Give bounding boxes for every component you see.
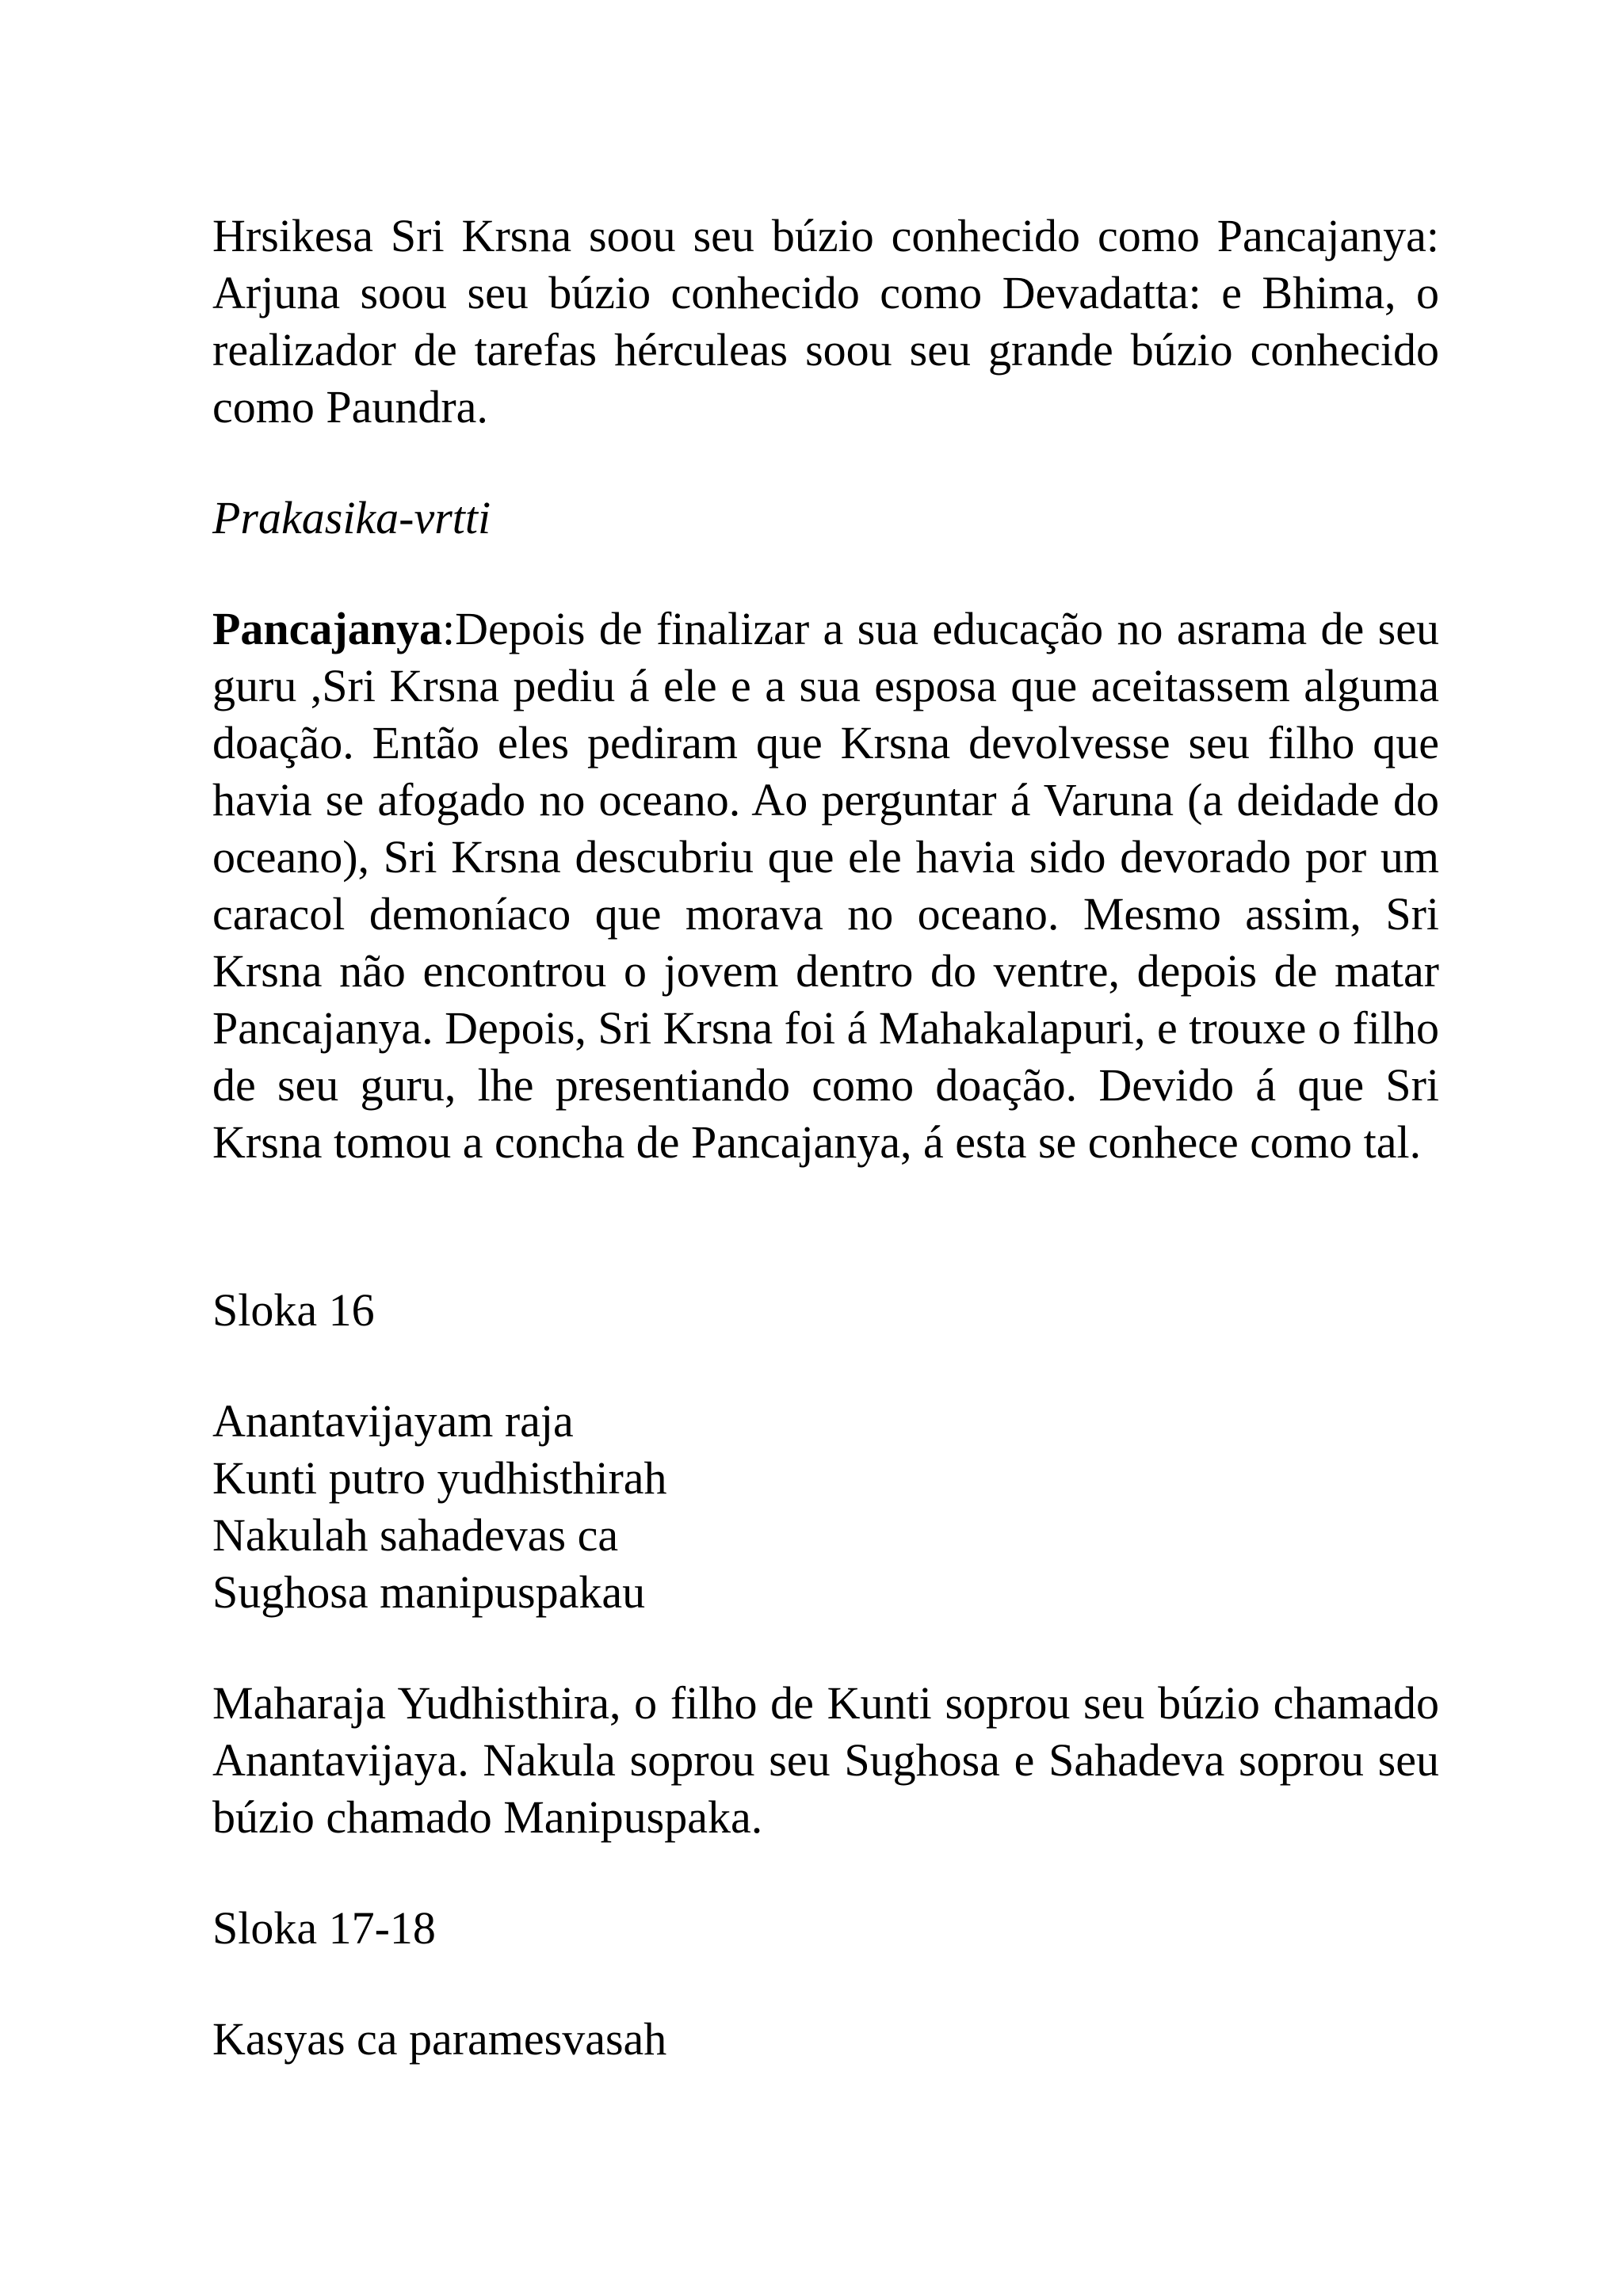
sloka-16-heading: Sloka 16 bbox=[212, 1284, 375, 1336]
verse-line: Sughosa manipuspakau bbox=[212, 1566, 646, 1618]
sloka-17-18-verse bbox=[212, 2011, 1439, 2068]
commentary-text: :Depois de finalizar a sua educação no asrama de seu guru ,Sri Krsna pediu á ele e a sua esposa que aceitassem alguma doação. Então eles pediram que Krsna devolvesse seu filho que havia se afogado no oceano. Ao perguntar á Varuna (a deidade do oceano), Sri Krsna descubriu que ele havia sido devorado por um caracol demoníaco que morava no oceano. Mesmo assim, Sri Krsna não encontrou o jovem dentro do ventre, depois de matar Pancajanya. Depois, Sri Krsna foi á Mahakalapuri, e trouxe o filho de seu guru, lhe presentiando como doação. Devido á que Sri Krsna tomou a concha de Pancajanya, á esta se conhece como tal. bbox=[212, 603, 1439, 1168]
commentary-term: Pancajanya bbox=[212, 603, 442, 654]
verse-line: Kasyas ca paramesvasah bbox=[212, 2013, 667, 2065]
section-title-prakasika-vrtti: Prakasika-vrtti bbox=[212, 492, 491, 543]
paragraph-translation-15: Hrsikesa Sri Krsna soou seu búzio conhecido como Pancajanya: Arjuna soou seu búzio conhecido como Devadatta: e Bhima, o realizador de tarefas hérculeas soou seu grande búzio conhecido como Paundra. bbox=[212, 210, 1439, 433]
verse-line: Anantavijayam raja bbox=[212, 1395, 574, 1447]
verse-line: Kunti putro yudhisthirah bbox=[212, 1452, 667, 1504]
document-page bbox=[212, 208, 1439, 2068]
sloka-16-translation: Maharaja Yudhisthira, o filho de Kunti soprou seu búzio chamado Anantavijaya. Nakula soprou seu Sughosa e Sahadeva soprou seu búzio chamado Manipuspaka. bbox=[212, 1677, 1439, 1843]
sloka-17-18-heading: Sloka 17-18 bbox=[212, 1902, 436, 1954]
paragraph-commentary bbox=[212, 601, 1439, 1171]
verse-line: Nakulah sahadevas ca bbox=[212, 1509, 619, 1561]
sloka-16-verse bbox=[212, 1393, 1439, 1621]
